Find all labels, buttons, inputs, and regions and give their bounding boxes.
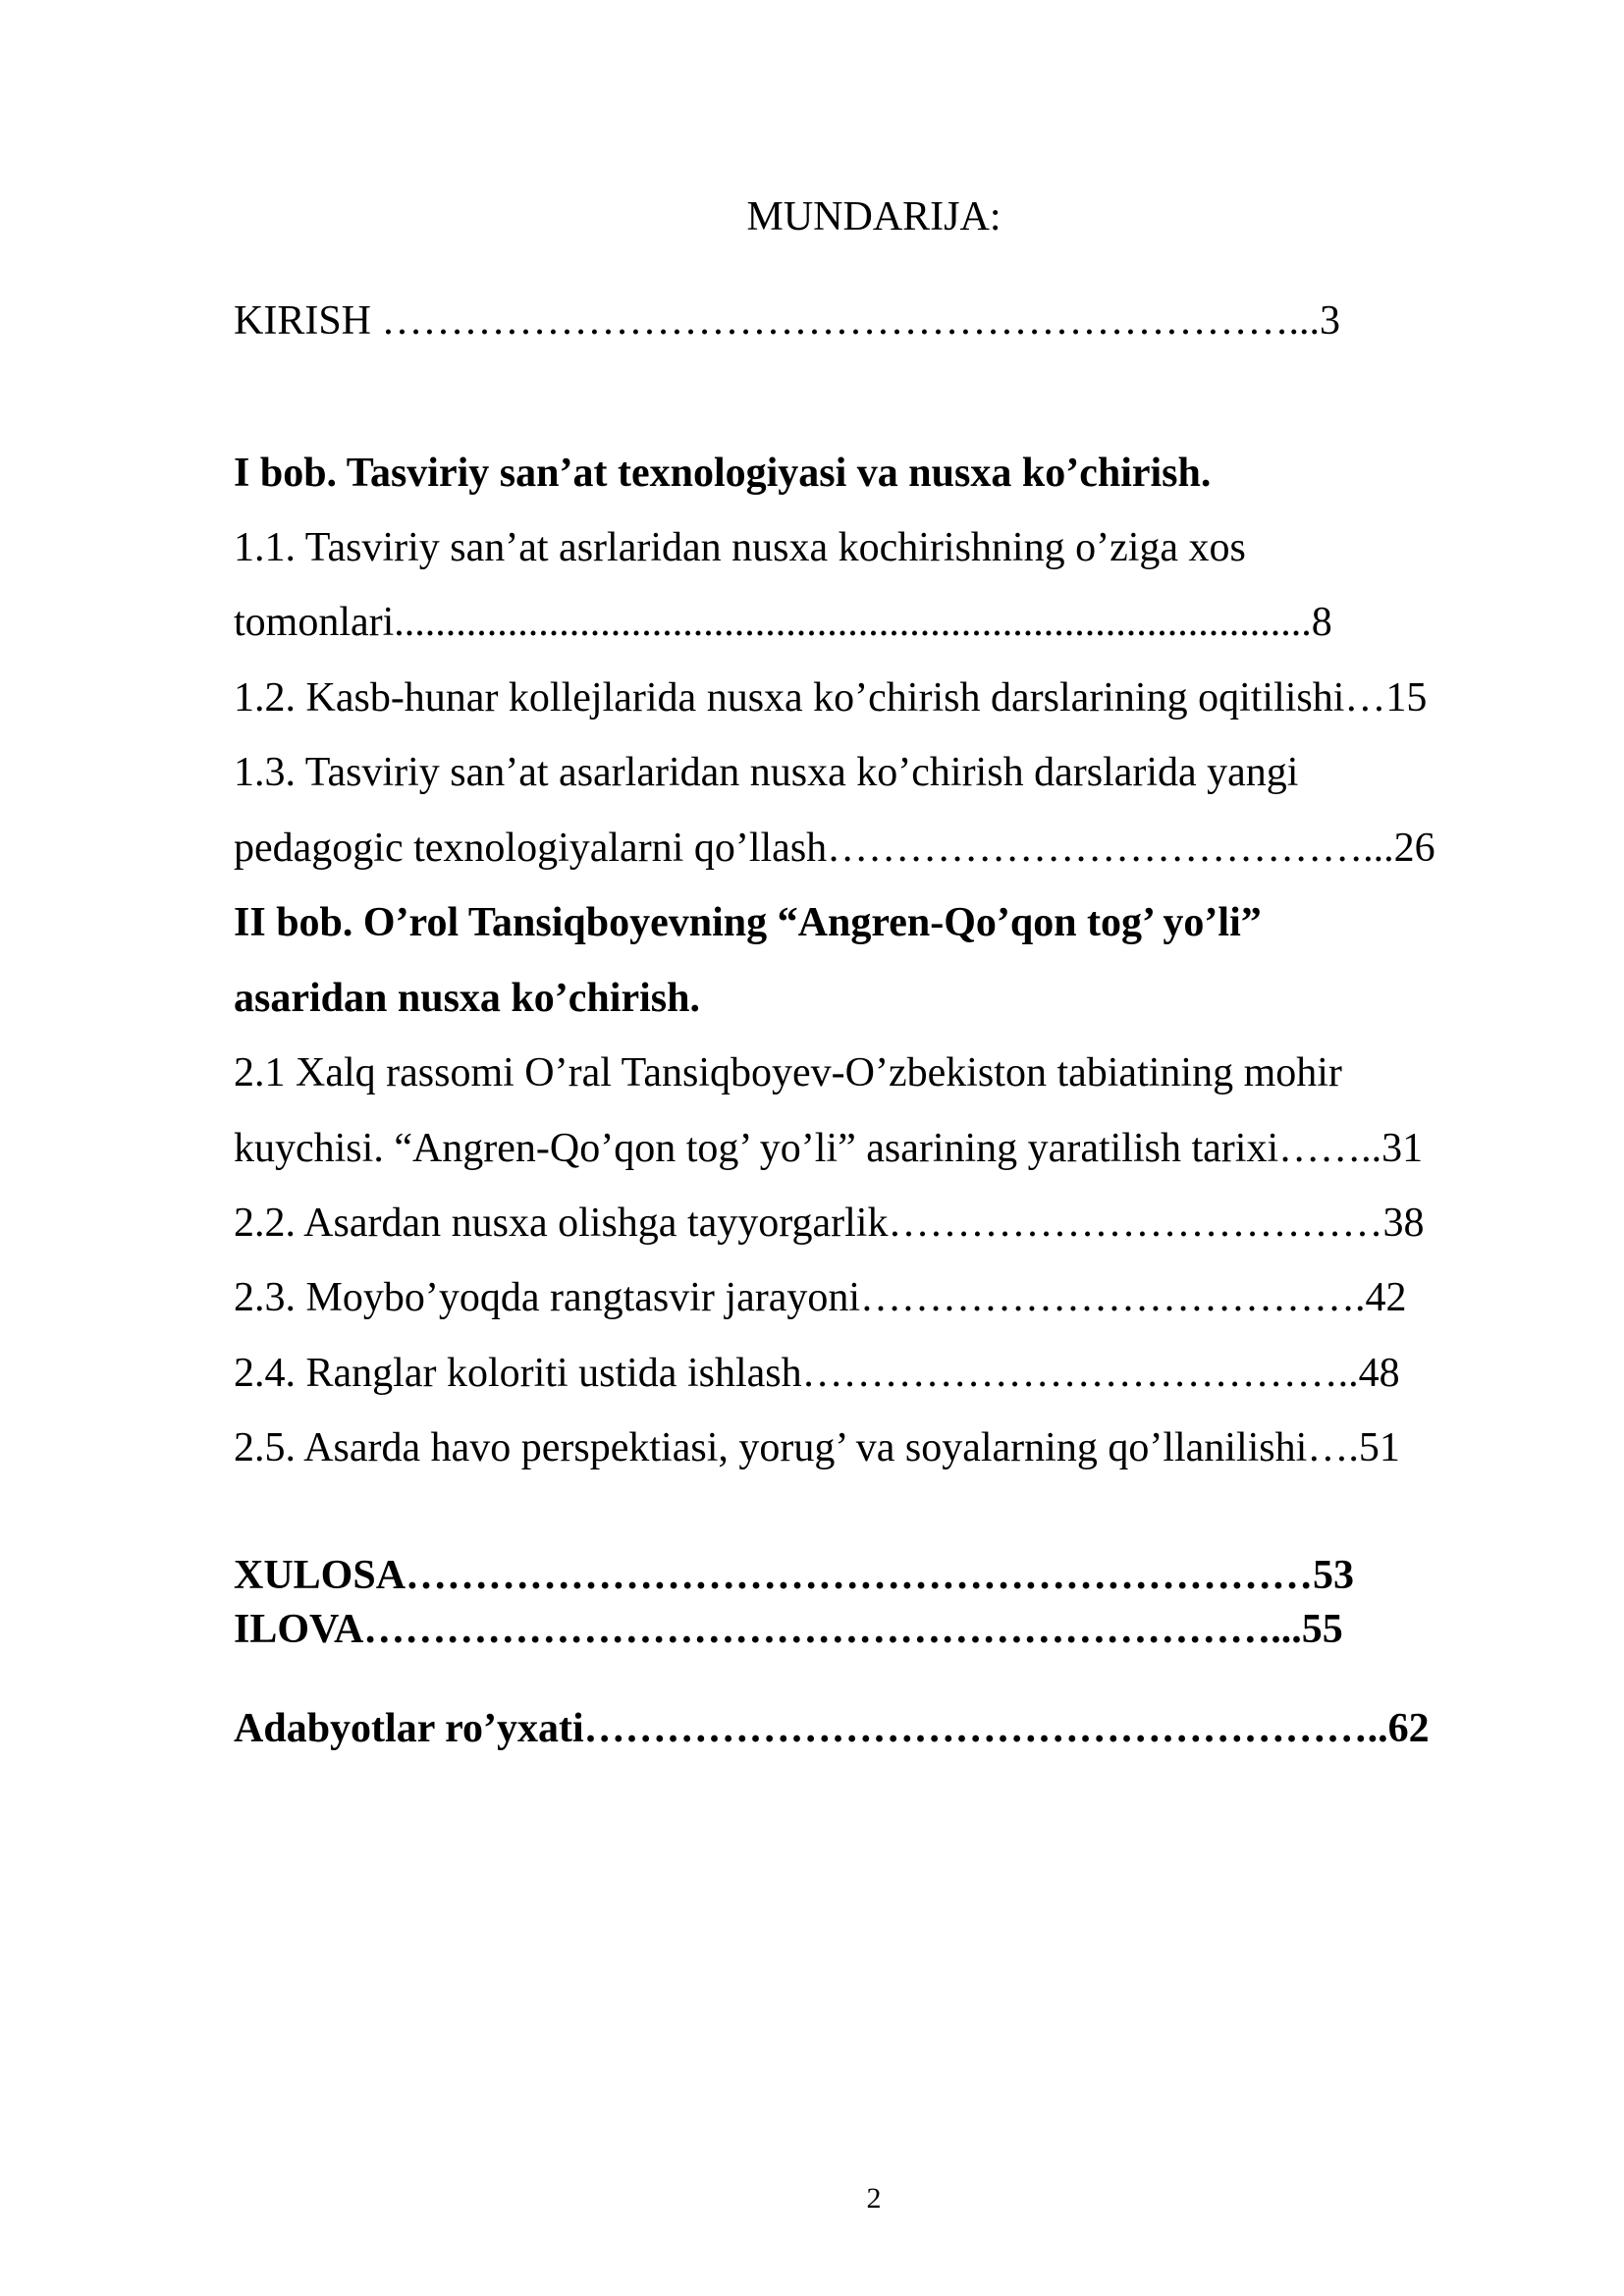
toc-entry-1-3-line-1: 1.3. Tasviriy san’at asarlaridan nusxa ko’chirish darslarida yangi (234, 750, 1299, 795)
toc-entry-2-4: 2.4. Ranglar koloriti ustida ishlash…………………………………..48 (234, 1351, 1400, 1396)
toc-entry-2-5: 2.5. Asarda havo perspektiasi, yorug’ va soyalarning qo’llanilishi….51 (234, 1425, 1400, 1470)
toc-entry-2-2: 2.2. Asardan nusxa olishga tayyorgarlik………………………………38 (234, 1201, 1425, 1246)
toc-entry-1-1-line-1: 1.1. Tasviriy san’at asrlaridan nusxa kochirishning o’ziga xos (234, 525, 1246, 570)
toc-entry-introduction: KIRISH …………………………………………………………...3 (234, 298, 1341, 344)
toc-chapter-1-heading: I bob. Tasviriy san’at texnologiyasi va nusxa ko’chirish. (234, 451, 1212, 496)
page-number: 2 (866, 2182, 882, 2215)
toc-entry-2-1-line-2: kuychisi. “Angren-Qo’qon tog’ yo’li” asarining yaratilish tarixi……..31 (234, 1126, 1424, 1171)
toc-chapter-2-heading-line-1: II bob. O’rol Tansiqboyevning “Angren-Qo’qon tog’ yo’li” (234, 900, 1262, 945)
toc-entry-2-1-line-1: 2.1 Xalq rassomi O’ral Tansiqboyev-O’zbekiston tabiatining mohir (234, 1050, 1342, 1095)
toc-entry-references: Adabyotlar ro’yxati…………………………………………………..62 (234, 1706, 1430, 1751)
toc-entry-2-3: 2.3. Moybo’yoqda rangtasvir jarayoni……………………………….42 (234, 1275, 1407, 1320)
toc-entry-1-2: 1.2. Kasb-hunar kollejlarida nusxa ko’chirish darslarining oqitilishi…15 (234, 675, 1428, 721)
toc-entry-appendix: ILOVA…………………………………………………………...55 (234, 1607, 1343, 1652)
toc-entry-conclusion: XULOSA…………………………………………………………53 (234, 1553, 1355, 1598)
page-title: MUNDARIJA: (746, 194, 1001, 240)
toc-chapter-2-heading-line-2: asaridan nusxa ko’chirish. (234, 976, 700, 1021)
toc-entry-1-1-line-2: tomonlari.........................................................................................8 (234, 600, 1332, 645)
toc-entry-1-3-line-2: pedagogic texnologiyalarni qo’llash…………………………………...26 (234, 826, 1435, 871)
